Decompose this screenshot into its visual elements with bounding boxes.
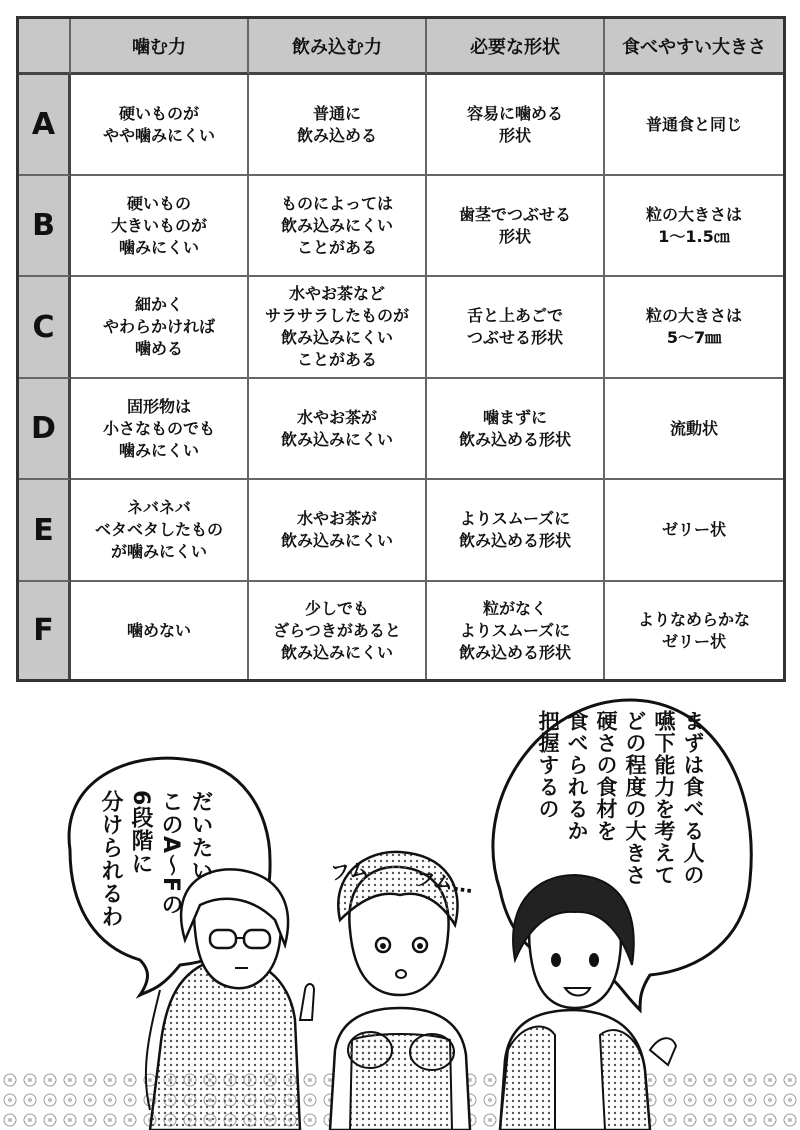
table-cell: 少しでも ざらつきがあると 飲み込みにくい: [249, 582, 427, 679]
table-cell: 容易に噛める 形状: [427, 75, 605, 176]
table-cell: 粒の大きさは 1～1.5㎝: [605, 176, 783, 277]
swallowing-table: [16, 16, 786, 682]
table-cell: 水やお茶が 飲み込みにくい: [249, 379, 427, 480]
table-cell: 歯茎でつぶせる 形状: [427, 176, 605, 277]
table-cell: 普通に 飲み込める: [249, 75, 427, 176]
table-cell: ものによっては 飲み込みにくい ことがある: [249, 176, 427, 277]
table-cell: 固形物は 小さなものでも 噛みにくい: [71, 379, 249, 480]
table-cell: 粒がなく よりスムーズに 飲み込める形状: [427, 582, 605, 679]
header-shape: 必要な形状: [427, 19, 605, 75]
row-label-c: C: [19, 277, 71, 379]
table-cell: 水やお茶が 飲み込みにくい: [249, 480, 427, 582]
table-cell: ゼリー状: [605, 480, 783, 582]
sfx-fumu-2: フム…: [413, 866, 475, 898]
row-label-a: A: [19, 75, 71, 176]
table-cell: 硬いもの 大きいものが 噛みにくい: [71, 176, 249, 277]
bubble-right-text: まずは食べる人の 嚥下能力を考えて どの程度の大きさ 硬さの食材を 食べられるか 把握するの: [536, 710, 705, 886]
table-cell: 噛まずに 飲み込める形状: [427, 379, 605, 480]
row-label-b: B: [19, 176, 71, 277]
table-cell: よりスムーズに 飲み込める形状: [427, 480, 605, 582]
header-size: 食べやすい大きさ: [605, 19, 783, 75]
row-label-d: D: [19, 379, 71, 480]
header-chewing: 噛む力: [71, 19, 249, 75]
table-cell: 細かく やわらかければ 噛める: [71, 277, 249, 379]
table-cell: 硬いものが やや噛みにくい: [71, 75, 249, 176]
table-cell: 舌と上あごで つぶせる形状: [427, 277, 605, 379]
table-cell: 噛めない: [71, 582, 249, 679]
table-cell: ネバネバ ベタベタしたもの が噛みにくい: [71, 480, 249, 582]
table-cell: 粒の大きさは 5～7㎜: [605, 277, 783, 379]
sfx-fumu-1: フム: [329, 857, 370, 885]
table-cell: よりなめらかな ゼリー状: [637, 609, 750, 651]
table-cell: 普通食と同じ: [605, 75, 783, 176]
header-swallowing: 飲み込む力: [249, 19, 427, 75]
table-cell: 水やお茶など サラサラしたものが 飲み込みにくい ことがある: [249, 277, 427, 379]
row-label-f: F: [19, 582, 71, 679]
bubble-left-text: だいたい このA～Fの 6段階に 分けられるわ: [98, 790, 213, 928]
table-corner: [19, 19, 71, 75]
table-cell: 流動状: [605, 379, 783, 480]
row-label-e: E: [19, 480, 71, 582]
